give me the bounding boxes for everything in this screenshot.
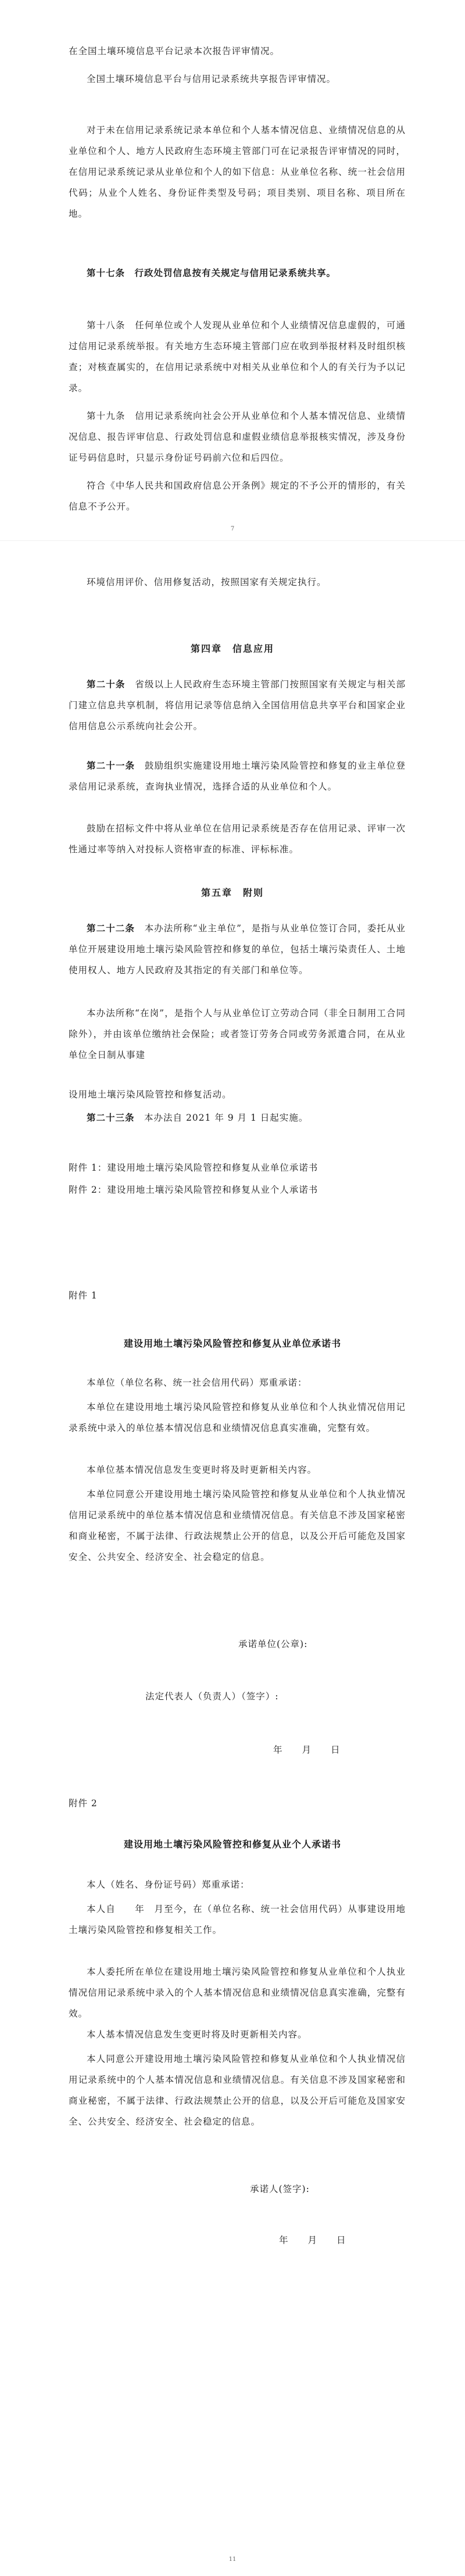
paragraph: 在全国土壤环境信息平台记录本次报告评审情况。 [69, 46, 280, 56]
paragraph: 全国土壤环境信息平台与信用记录系统共享报告评审情况。 [87, 74, 337, 84]
article-18: 第十八条 任何单位或个人发现从业单位和个人业绩情况信息虚假的，可通过信用记录系统举报。有关地方生态环境主管部门应在收到举报材料及时组织核查；对核查属实的，在信用记录系统中对相关从业单位和个人的有关行为予以记录。 [69, 320, 406, 393]
article-number: 第二十三条 [87, 1112, 135, 1123]
paragraph: 鼓励在招标文件中将从业单位在信用记录系统是否存在信用记录、评审一次性通过率等纳入对投标人资格审查的标准、评标标准。 [69, 823, 406, 855]
paragraph: 本单位（单位名称、统一社会信用代码）郑重承诺： [87, 1377, 307, 1388]
article-text: 本办法所称“业主单位”，是指与从业单位签订合同，委托从业单位开展建设用地土壤污染风险管控和修复的单位，包括土壤污染责任人、土地使用权人、地方人民政府及其指定的有关部门和单位等。 [69, 923, 406, 975]
article-20 [69, 674, 406, 737]
article-22 [69, 918, 406, 981]
paragraph: 本单位在建设用地土壤污染风险管控和修复从业单位和个人执业情况信用记录系统中录入的单位基本情况信息和业绩情况信息真实准确，完整有效。 [69, 1402, 406, 1433]
article-text: 鼓励组织实施建设用地土壤污染风险管控和修复的业主单位登录信用记录系统，查询执业情况，选择合适的从业单位和个人。 [69, 760, 406, 792]
signature-person: 承诺人(签字): [250, 2184, 310, 2194]
paragraph: 本单位同意公开建设用地土壤污染风险管控和修复从业单位和个人执业情况信用记录系统中的单位基本情况信息和业绩情况信息。有关信息不涉及国家秘密和商业秘密，不属于法律、行政法规禁止公开的信息，以及公开后可能危及国家安全、公共安全、经济安全、社会稳定的信息。 [69, 1489, 406, 1562]
document-page-2 [0, 540, 465, 2576]
paragraph: 符合《中华人民共和国政府信息公开条例》规定的不予公开的情形的，有关信息不予公开。 [69, 480, 406, 512]
paragraph: 本单位基本情况信息发生变更时将及时更新相关内容。 [87, 1465, 317, 1475]
paragraph: 本办法所称“在岗”，是指个人与从业单位订立劳动合同（非全日制用工合同除外），并由该单位缴纳社会保险；或者签订劳务合同或劳务派遣合同，在从业单位全日制从事建 [69, 1008, 406, 1060]
annex-1-label: 附件 1 [69, 1290, 98, 1301]
page-number: 7 [230, 526, 235, 532]
article-19: 第十九条 信用记录系统向社会公开从业单位和个人基本情况信息、业绩情况信息、报告评审信息、行政处罚信息和虚假业绩信息举报核实情况，涉及身份证号码信息时，只显示身份证号码前六位和后四位。 [69, 411, 406, 463]
attachment-2-link: 附件 2：建设用地土壤污染风险管控和修复从业个人承诺书 [69, 1185, 319, 1195]
paragraph: 本人（姓名、身份证号码）郑重承诺： [87, 1879, 250, 1890]
annex-1-title: 建设用地土壤污染风险管控和修复从业单位承诺书 [123, 1338, 341, 1349]
signature-date: 年 月 日 [279, 2235, 346, 2245]
article-21 [69, 755, 406, 797]
paragraph: 环境信用评价、信用修复活动，按照国家有关规定执行。 [87, 577, 327, 587]
chapter-4-title: 第四章 信息应用 [190, 643, 274, 654]
annex-2-label: 附件 2 [69, 1798, 98, 1809]
document-page-1 [0, 0, 465, 540]
article-number: 第二十条 [87, 679, 126, 690]
article-text: 省级以上人民政府生态环境主管部门按照国家有关规定与相关部门建立信息共享机制，将信用记录等信息纳入全国信用信息共享平台和国家企业信用信息公示系统向社会公开。 [69, 679, 406, 731]
article-17: 第十七条 行政处罚信息按有关规定与信用记录系统共享。 [87, 267, 337, 278]
article-23 [69, 1107, 406, 1128]
signature-rep: 法定代表人（负责人）（签字）: [145, 1691, 279, 1702]
article-number: 第二十一条 [87, 760, 135, 771]
attachment-1-link: 附件 1：建设用地土壤污染风险管控和修复从业单位承诺书 [69, 1163, 319, 1173]
paragraph: 本人委托所在单位在建设用地土壤污染风险管控和修复从业单位和个人执业情况信用记录系统中录入的个人基本情况信息和业绩情况信息真实准确，完整有效。 [69, 1967, 406, 2019]
paragraph: 本人同意公开建设用地土壤污染风险管控和修复从业单位和个人执业情况信用记录系统中的个人基本情况信息和业绩情况信息。有关信息不涉及国家秘密和商业秘密，不属于法律、行政法规禁止公开的信息，以及公开后可能危及国家安全、公共安全、经济安全、社会稳定的信息。 [69, 2054, 406, 2127]
article-text: 本办法自 2021 年 9 月 1 日起实施。 [134, 1113, 309, 1123]
page-number: 11 [228, 2556, 237, 2563]
article-number: 第二十二条 [87, 923, 135, 934]
annex-2-title: 建设用地土壤污染风险管控和修复从业个人承诺书 [123, 1839, 341, 1850]
signature-date: 年 月 日 [273, 1745, 341, 1755]
paragraph: 对于未在信用记录系统记录本单位和个人基本情况信息、业绩情况信息的从业单位和个人、地方人民政府生态环境主管部门可在记录报告评审情况的同时，在信用记录系统记录从业单位和个人的如下信息：从业单位名称、统一社会信用代码；从业个人姓名、身份证件类型及号码；项目类别、项目名称、项目所在地。 [69, 125, 406, 219]
paragraph: 本人基本情况信息发生变更时将及时更新相关内容。 [87, 2029, 307, 2040]
paragraph: 设用地土壤污染风险管控和修复活动。 [69, 1089, 232, 1100]
signature-unit: 承诺单位(公章): [238, 1639, 308, 1649]
paragraph: 本人自 年 月至今，在（单位名称、统一社会信用代码）从事建设用地土壤污染风险管控和修复相关工作。 [69, 1904, 406, 1935]
chapter-5-title: 第五章 附则 [201, 887, 264, 898]
